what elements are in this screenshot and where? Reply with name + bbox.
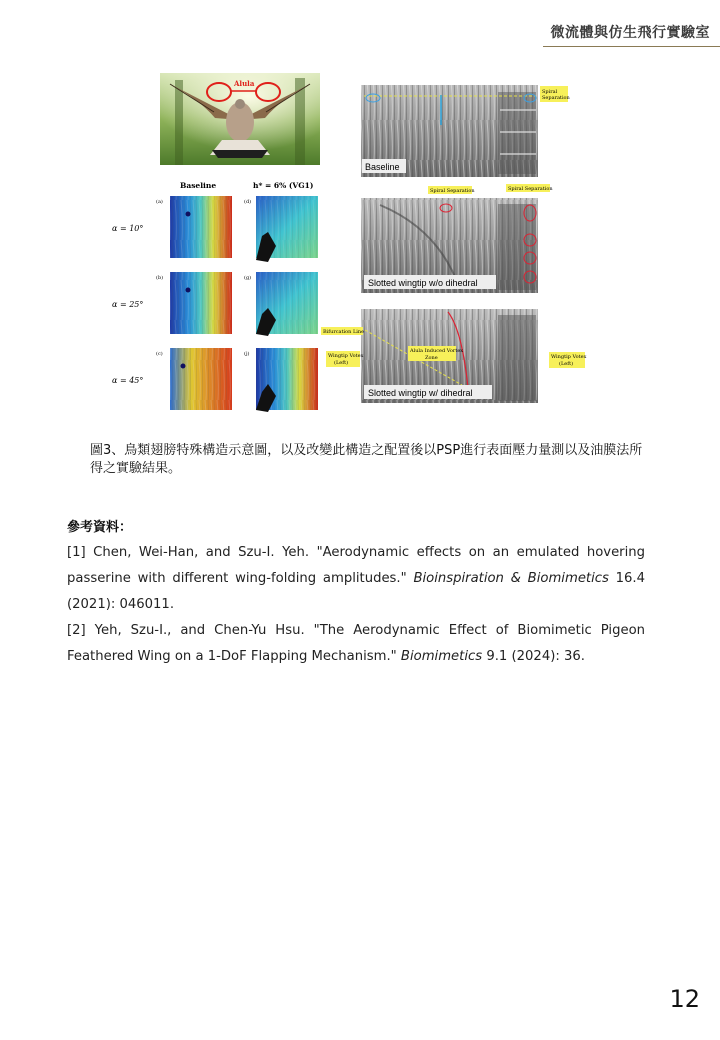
svg-text:Alula Induced Vortex: Alula Induced Vortex (410, 348, 464, 354)
reference-item: [1] Chen, Wei-Han, and Szu-I. Yeh. "Aerodynamic effects on an emulated hovering passerine with different wing-folding amplitudes." Bioinspiration & Biomimetics 16.4 (2021): 046011. (67, 545, 646, 612)
svg-text:(Left): (Left) (559, 361, 574, 367)
svg-text:Wingtip Votex: Wingtip Votex (551, 354, 587, 360)
psp-grid (112, 181, 318, 412)
psp-row-alpha: α = 25° (112, 300, 144, 309)
oil-film-slotted-dihedral (321, 309, 587, 403)
figure-3 (0, 0, 720, 430)
svg-text:(d): (d) (244, 199, 252, 205)
psp-col-vg: h* = 6% (VG1) (253, 181, 314, 190)
svg-text:(Left): (Left) (334, 360, 349, 366)
alula-label: Alula (234, 79, 255, 88)
psp-row-alpha: α = 45° (112, 376, 144, 385)
psp-col-baseline: Baseline (180, 181, 217, 190)
references-list (67, 540, 645, 670)
svg-text:Bifurcation Line: Bifurcation Line (323, 329, 365, 335)
svg-text:Spiral Separation: Spiral Separation (430, 188, 475, 194)
svg-text:Wingtip Votex: Wingtip Votex (328, 353, 364, 359)
oil-film-baseline (361, 85, 571, 177)
svg-text:(b): (b) (156, 275, 164, 281)
oil-label-baseline: Baseline (365, 162, 400, 172)
page-number: 12 (669, 985, 700, 1013)
oil-label-with-dihedral: Slotted wingtip w/ dihedral (368, 388, 473, 398)
svg-text:Zone: Zone (425, 355, 438, 361)
oil-label-no-dihedral: Slotted wingtip w/o dihedral (368, 278, 478, 288)
lab-name-header: 微流體與仿生飛行實驗室 (550, 25, 710, 41)
svg-text:Separation: Separation (542, 95, 570, 101)
references-heading: 參考資料： (67, 520, 133, 535)
svg-text:(a): (a) (156, 199, 163, 205)
svg-text:(g): (g) (244, 275, 252, 281)
svg-text:(j): (j) (244, 351, 250, 357)
figure-caption: 圖3、鳥類翅膀特殊構造示意圖，以及改變此構造之配置後以PSP進行表面壓力量測以及油膜法所得之實驗結果。 (90, 443, 643, 476)
bird-alula-photo (160, 73, 320, 165)
svg-text:Spiral Separation: Spiral Separation (508, 186, 553, 192)
oil-film-slotted-no-dihedral (361, 184, 553, 293)
reference-item: [2] Yeh, Szu-I., and Chen-Yu Hsu. "The Aerodynamic Effect of Biomimetic Pigeon Feathered Wing on a 1-DoF Flapping Mechanism." Biomimetics 9.1 (2024): 36. (67, 623, 645, 664)
psp-row-alpha: α = 10° (112, 224, 144, 233)
svg-text:Spiral: Spiral (542, 89, 558, 95)
svg-text:(c): (c) (156, 351, 163, 357)
